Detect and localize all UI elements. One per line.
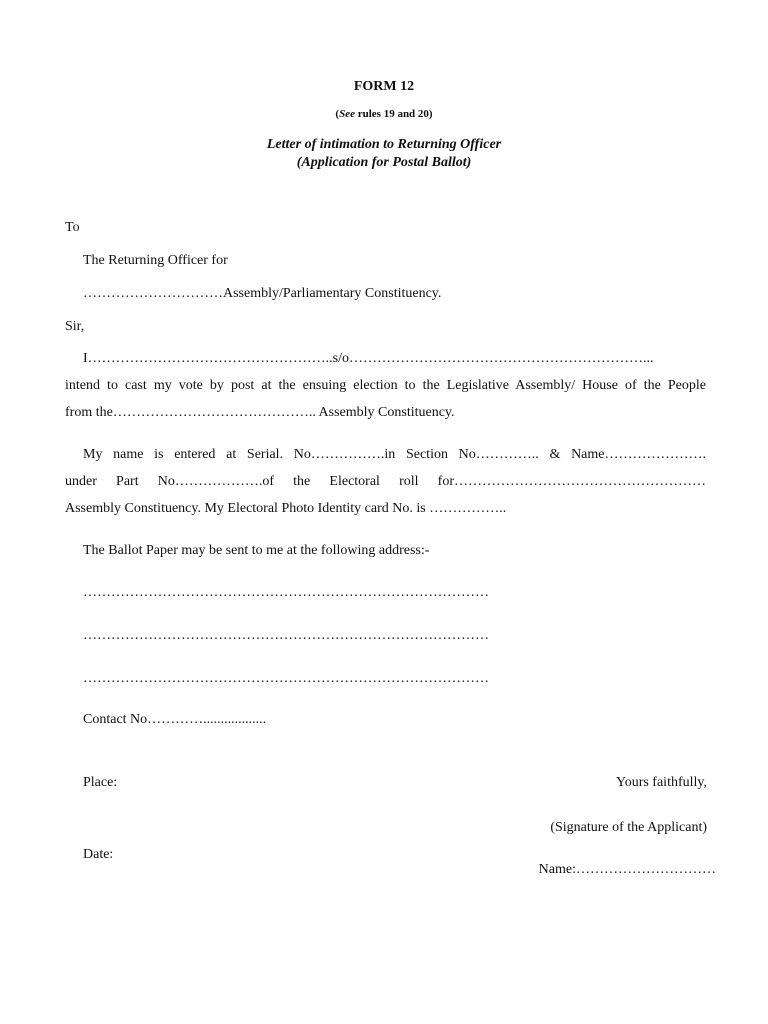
name-line: Name:………………………… — [538, 862, 716, 877]
signature-line: (Signature of the Applicant) — [550, 820, 707, 835]
yours-faithfully: Yours faithfully, — [615, 775, 707, 790]
rules-reference — [0, 108, 768, 121]
para1-line-2: intend to cast my vote by post at the ensuing election to the Legislative Assembly/ House of the People — [65, 378, 706, 393]
constituency-line: …………………………Assembly/Parliamentary Constituency. — [83, 286, 442, 301]
address-line-1: …………………………………………………………………………… — [83, 585, 489, 600]
address-intro: The Ballot Paper may be sent to me at the following address:- — [83, 543, 430, 558]
rules-see: See — [339, 108, 355, 120]
address-line-2: …………………………………………………………………………… — [83, 628, 489, 643]
para1-line-1: I……………………………………………..s/o………………………………………………………... — [83, 351, 654, 366]
para2-line-1: My name is entered at Serial. No…………….in Section No………….. & Name…………………. — [83, 447, 706, 462]
contact-line: Contact No………….................. — [83, 712, 267, 727]
officer-line: The Returning Officer for — [83, 253, 228, 268]
rules-open: ( — [335, 108, 340, 120]
place-label: Place: — [83, 775, 118, 790]
para2-line-3: Assembly Constituency. My Electoral Photo Identity card No. is …………….. — [65, 501, 507, 516]
heading-line-2: (Application for Postal Ballot) — [296, 155, 472, 170]
rules-text: rules 19 and 20) — [354, 108, 433, 120]
para1-line-3: from the…………………………………….. Assembly Constituency. — [65, 405, 455, 420]
salutation: Sir, — [65, 319, 85, 334]
form-title: FORM 12 — [353, 79, 415, 94]
date-label: Date: — [83, 847, 114, 862]
address-line-3: …………………………………………………………………………… — [83, 671, 489, 686]
to-label: To — [65, 220, 80, 235]
heading-line-1: Letter of intimation to Returning Officer — [266, 137, 502, 152]
para2-line-2: under Part No……………….of the Electoral roll for……………………………………………… — [65, 474, 706, 489]
